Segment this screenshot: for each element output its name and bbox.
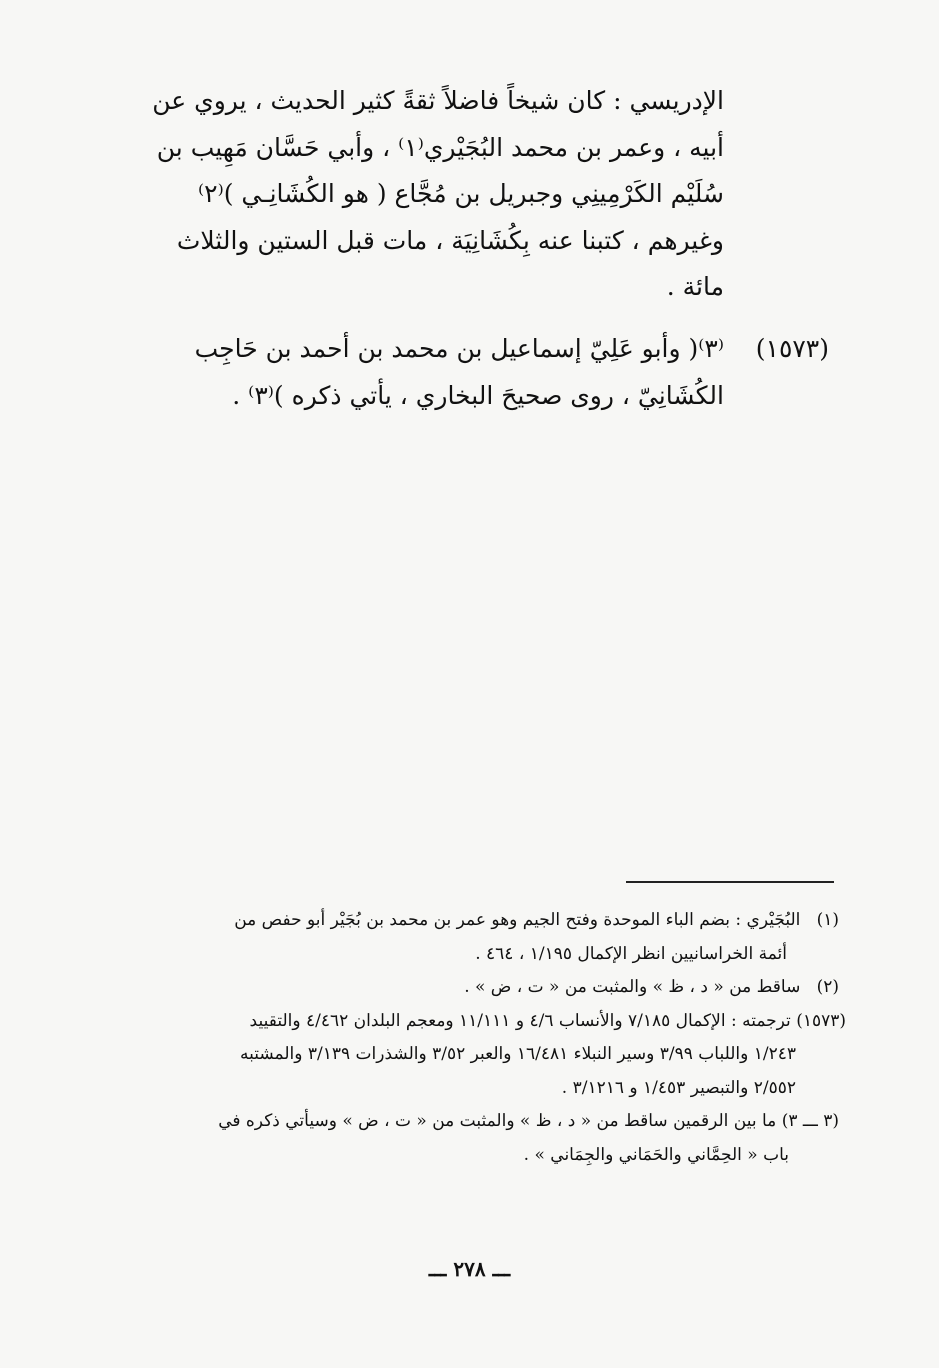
entry-line: الكُشَانِيّ ، روى صحيحَ البخاري ، يأتي ذكره )⁽٣⁾ .	[232, 380, 724, 410]
footnote-line	[94, 1105, 839, 1139]
main-line: مائة .	[666, 272, 724, 301]
footnote-separator	[626, 881, 834, 883]
footnote-line	[94, 1005, 846, 1039]
main-paragraph	[134, 78, 724, 311]
main-line: سُلَيْم الكَرْمِينِي وجبريل بن مُجَّاع ( هو الكُشَانِـي )⁽٢⁾	[198, 179, 724, 208]
footnote-line: ١/٢٤٣ واللباب ٣/٩٩ وسير النبلاء ١٦/٤٨١ والعبر ٣/٥٢ والشذرات ٣/١٣٩ والمشتبه	[239, 1044, 796, 1064]
footnote-1573	[94, 1005, 846, 1106]
footnote-1	[94, 904, 839, 971]
footnotes	[94, 904, 846, 1172]
footnote-text: ساقط من « د ، ظ » والمثبت من « ت ، ض » .	[464, 977, 801, 997]
footnote-text: ترجمته : الإكمال ٧/١٨٥ والأنساب ٤/٦ و ١١/١١١ ومعجم البلدان ٤/٤٦٢ والتقييد	[249, 1010, 791, 1031]
footnote-line	[94, 904, 839, 938]
page-number: ـــ ٢٧٨ ـــ	[428, 1257, 511, 1281]
footnote-line	[94, 971, 839, 1005]
main-line: وغيرهم ، كتبنا عنه بِكُشَانِيَة ، مات قبل الستين والثلاث	[176, 225, 724, 255]
footnote-marker: (٣ ـــ ٣)	[781, 1111, 839, 1131]
footnote-3-3	[94, 1105, 839, 1172]
footnote-marker: (٢)	[816, 977, 839, 997]
footnote-marker: (١)	[816, 910, 839, 930]
main-line: أبيه ، وعمر بن محمد البُجَيْري⁽١⁾ ، وأبي حَسَّان مَهِيب بن	[156, 132, 724, 162]
footnote-line: ٢/٥٥٢ والتبصير ١/٤٥٣ و ٣/١٢١٦ .	[561, 1077, 796, 1098]
entry-body	[129, 326, 724, 419]
main-line: الإدريسي : كان شيخاً فاضلاً ثقةً كثير الحديث ، يروي عن	[152, 86, 724, 115]
footnote-text: ما بين الرقمين ساقط من « د ، ظ » والمثبت من « ت ، ض » وسيأتي ذكره في	[218, 1111, 777, 1131]
entry-number: (١٥٧٣)	[755, 334, 829, 363]
entry-line: ⁽٣⁾( وأبو عَلِيّ إسماعيل بن محمد بن أحمد بن حَاجِب	[194, 334, 724, 363]
footnote-line: أئمة الخراسانيين انظر الإكمال ١/١٩٥ ، ٤٦٤ .	[475, 943, 787, 964]
footnote-line: باب « الحِمَّاني والحَمَاني والجِمَاني » .	[523, 1144, 789, 1165]
footnote-marker: (١٥٧٣)	[796, 1010, 846, 1031]
footnote-2	[94, 971, 839, 1005]
footnote-text: البُجَيْري : بضم الباء الموحدة وفتح الجيم وهو عمر بن محمد بن بُجَيْر أبو حفص من	[234, 910, 801, 930]
